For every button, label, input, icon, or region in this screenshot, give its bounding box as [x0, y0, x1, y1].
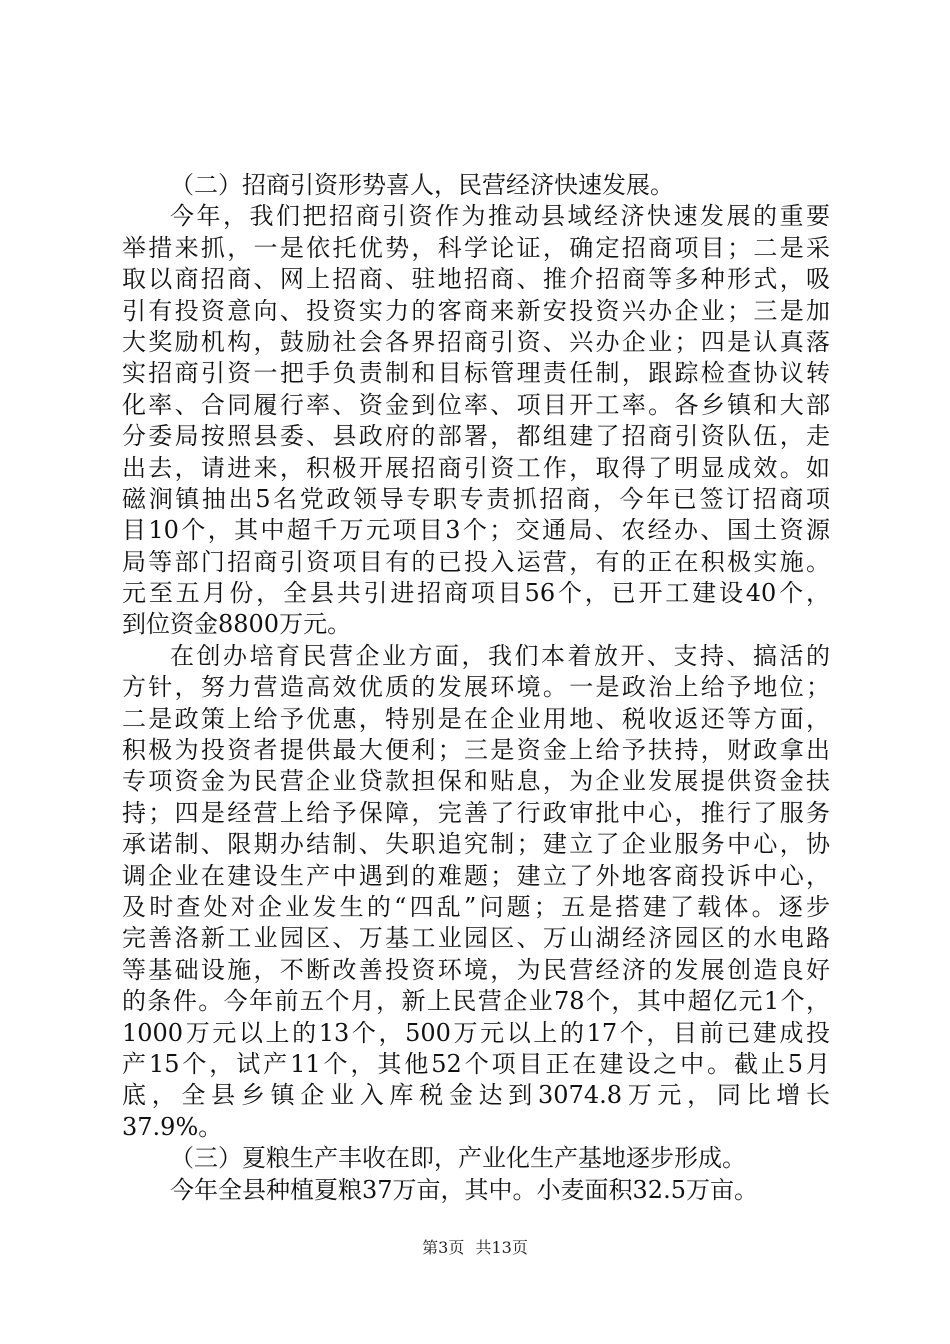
text-line: 的条件。今年前五个月，新上民营企业78个，其中超亿元1个，	[122, 987, 830, 1016]
text-line: 37.9%。	[122, 1112, 223, 1141]
text-line: 到位资金8800万元。	[122, 610, 352, 639]
text-line: 及时查处对企业发生的“四乱”问题；五是搭建了载体。逐步	[122, 892, 830, 921]
text-line: 持；四是经营上给予保障，完善了行政审批中心，推行了服务	[122, 798, 830, 827]
page-number: 第3页	[422, 1238, 465, 1257]
text-line: 目10个，其中超千万元项目3个；交通局、农经办、国土资源	[122, 516, 830, 545]
text-line: 完善洛新工业园区、万基工业园区、万山湖经济园区的水电路	[122, 924, 830, 953]
document-body	[122, 170, 830, 1206]
text-line: 局等部门招商引资项目有的已投入运营，有的正在积极实施。	[122, 547, 830, 576]
text-line: 举措来抓，一是依托优势，科学论证，确定招商项目；二是采	[122, 233, 830, 262]
section-heading: （三）夏粮生产丰收在即，产业化生产基地逐步形成。	[170, 1144, 746, 1173]
text-line: 1000万元以上的13个，500万元以上的17个，目前已建成投	[122, 1018, 830, 1047]
text-line: 出去，请进来，积极开展招商引资工作，取得了明显成效。如	[122, 453, 830, 482]
page-total: 共13页	[475, 1238, 528, 1257]
text-line: 等基础设施，不断改善投资环境，为民营经济的发展创造良好	[122, 955, 830, 984]
text-line: 引有投资意向、投资实力的客商来新安投资兴办企业；三是加	[122, 296, 830, 325]
text-line: 磁涧镇抽出5名党政领导专职专责抓招商，今年已签订招商项	[122, 484, 830, 513]
page-footer	[0, 1238, 950, 1258]
text-line: 产15个，试产11个，其他52个项目正在建设之中。截止5月	[122, 1049, 830, 1078]
text-line: 今年，我们把招商引资作为推动县域经济快速发展的重要	[170, 202, 830, 231]
text-line: 积极为投资者提供最大便利；三是资金上给予扶持，财政拿出	[122, 736, 830, 765]
text-line: 底，全县乡镇企业入库税金达到3074.8万元，同比增长	[122, 1081, 830, 1110]
text-line: 在创办培育民营企业方面，我们本着放开、支持、搞活的	[170, 641, 830, 670]
text-line: 二是政策上给予优惠，特别是在企业用地、税收返还等方面，	[122, 704, 830, 733]
text-line: 化率、合同履行率、资金到位率、项目开工率。各乡镇和大部	[122, 390, 830, 419]
text-line: 取以商招商、网上招商、驻地招商、推介招商等多种形式，吸	[122, 265, 830, 294]
text-line: 专项资金为民营企业贷款担保和贴息，为企业发展提供资金扶	[122, 767, 830, 796]
text-line: 调企业在建设生产中遇到的难题；建立了外地客商投诉中心，	[122, 861, 830, 890]
text-line: 分委局按照县委、县政府的部署，都组建了招商引资队伍，走	[122, 422, 830, 451]
text-line: 实招商引资一把手负责制和目标管理责任制，跟踪检查协议转	[122, 359, 830, 388]
text-line: 大奖励机构，鼓励社会各界招商引资、兴办企业；四是认真落	[122, 327, 830, 356]
text-line: 承诺制、限期办结制、失职追究制；建立了企业服务中心，协	[122, 830, 830, 859]
text-line: 方针，努力营造高效优质的发展环境。一是政治上给予地位；	[122, 673, 830, 702]
section-heading: （二）招商引资形势喜人，民营经济快速发展。	[170, 171, 674, 199]
text-line: 元至五月份，全县共引进招商项目56个，已开工建设40个，	[122, 579, 830, 608]
text-line: 今年全县种植夏粮37万亩，其中。小麦面积32.5万亩。	[170, 1175, 758, 1204]
